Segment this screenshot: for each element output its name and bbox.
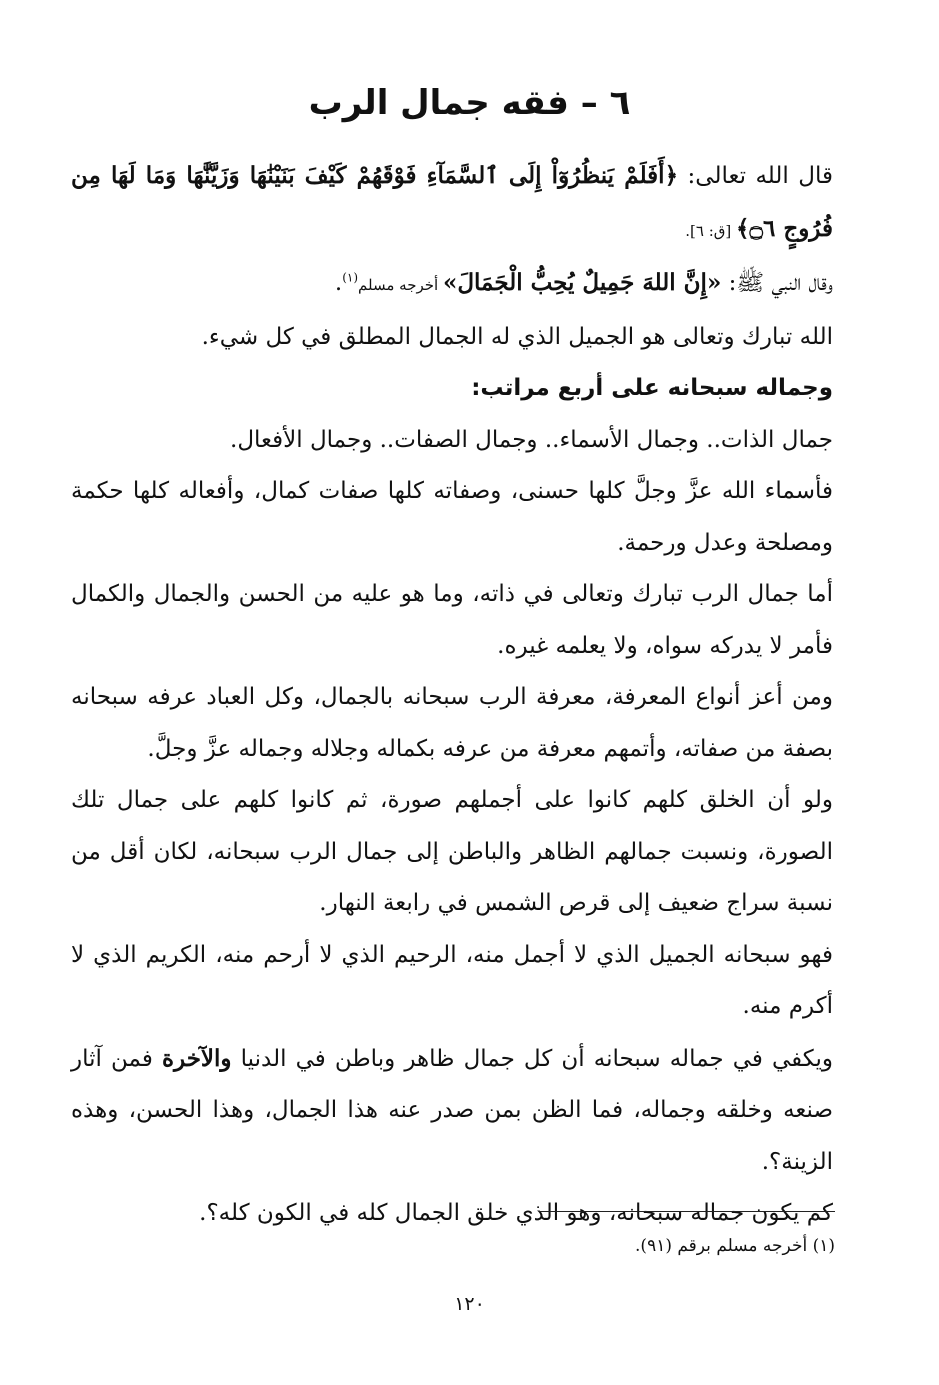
hadith-text: «إِنَّ اللهَ جَمِيلٌ يُحِبُّ الْجَمَالَ» xyxy=(442,269,722,296)
paragraph-11-part-a: ويكفي في جماله سبحانه أن كل جمال ظاهر وباطن في الدنيا xyxy=(231,1045,834,1072)
paragraph-6: فأسماء الله عزَّ وجلَّ كلها حسنى، وصفاته كلها صفات كمال، وأفعاله كلها حكمة ومصلحة وعدل ورحمة. xyxy=(71,478,833,556)
chapter-title: ٦ – فقه جمال الرب xyxy=(308,83,631,123)
paragraph-11-bold: والآخرة xyxy=(161,1044,232,1072)
paragraph-10: فهو سبحانه الجميل الذي لا أجمل منه، الرحيم الذي لا أرحم منه، الكريم الذي لا أكرم منه. xyxy=(71,941,833,1019)
quran-intro: قال الله تعالى: xyxy=(678,163,833,189)
hadith-reference: أخرجه مسلم xyxy=(358,276,443,294)
hadith-intro: وقال النبي ﷺ: xyxy=(721,270,833,296)
paragraph-3: الله تبارك وتعالى هو الجميل الذي له الجمال المطلق في كل شيء. xyxy=(201,323,833,350)
footnote-marker: (١) xyxy=(342,270,359,285)
paragraph-5: جمال الذات.. وجمال الأسماء.. وجمال الصفات.. وجمال الأفعال. xyxy=(230,426,833,453)
paragraph-12: كم يكون جماله سبحانه، وهو الذي خلق الجمال كله في الكون كله؟. xyxy=(199,1200,833,1226)
footnote-divider xyxy=(539,1211,835,1212)
page-body xyxy=(71,150,833,1240)
paragraph-8: ومن أعز أنواع المعرفة، معرفة الرب سبحانه بالجمال، وكل العباد عرفه سبحانه بصفة من صفاته، وأتمهم معرفة من عرفه بكماله وجلاله وجماله عزَّ وجلَّ. xyxy=(71,684,833,762)
footnote: (١) أخرجه مسلم برقم (٩١). xyxy=(635,1236,835,1256)
hadith-paragraph: وقال النبي ﷺ: «إِنَّ اللهَ جَمِيلٌ يُحِبُّ الْجَمَالَ» أخرجه مسلم$^{(١)}$. xyxy=(334,269,833,296)
quran-paragraph xyxy=(71,150,833,257)
paragraph-11 xyxy=(71,1033,833,1189)
quran-reference: [ق: ٦]. xyxy=(685,221,737,240)
paragraph-9: ولو أن الخلق كلهم كانوا على أجملهم صورة، ثم كانوا كلهم على جمال تلك الصورة، ونسبت جمالهم الظاهر والباطن إلى جمال الرب سبحانه، لكان أقل من نسبة سراج ضعيف إلى قرص الشمس في رابعة النهار. xyxy=(71,787,833,916)
paragraph-11-part-b: فمن آثار صنعه وخلقه وجماله، فما الظن بمن صدر عنه هذا الجمال، وهذا الحسن، وهذه الزينة؟. xyxy=(71,1045,833,1175)
paragraph-7: أما جمال الرب تبارك وتعالى في ذاته، وما هو عليه من الحسن والجمال والكمال فأمر لا يدركه سواه، ولا يعلمه غيره. xyxy=(71,581,833,659)
ranks-heading: وجماله سبحانه على أربع مراتب: xyxy=(471,375,833,401)
page-number: ١٢٠ xyxy=(454,1293,485,1315)
quran-verse: ﴿أَفَلَمْ يَنظُرُوٓاْ إِلَى ٱلسَّمَآءِ فَوْقَهُمْ كَيْفَ بَنَيْنَٰهَا وَزَيَّنَّٰهَا وَمَا لَهَا مِن فُرُوجٍ ۝٦﴾ xyxy=(71,162,833,242)
